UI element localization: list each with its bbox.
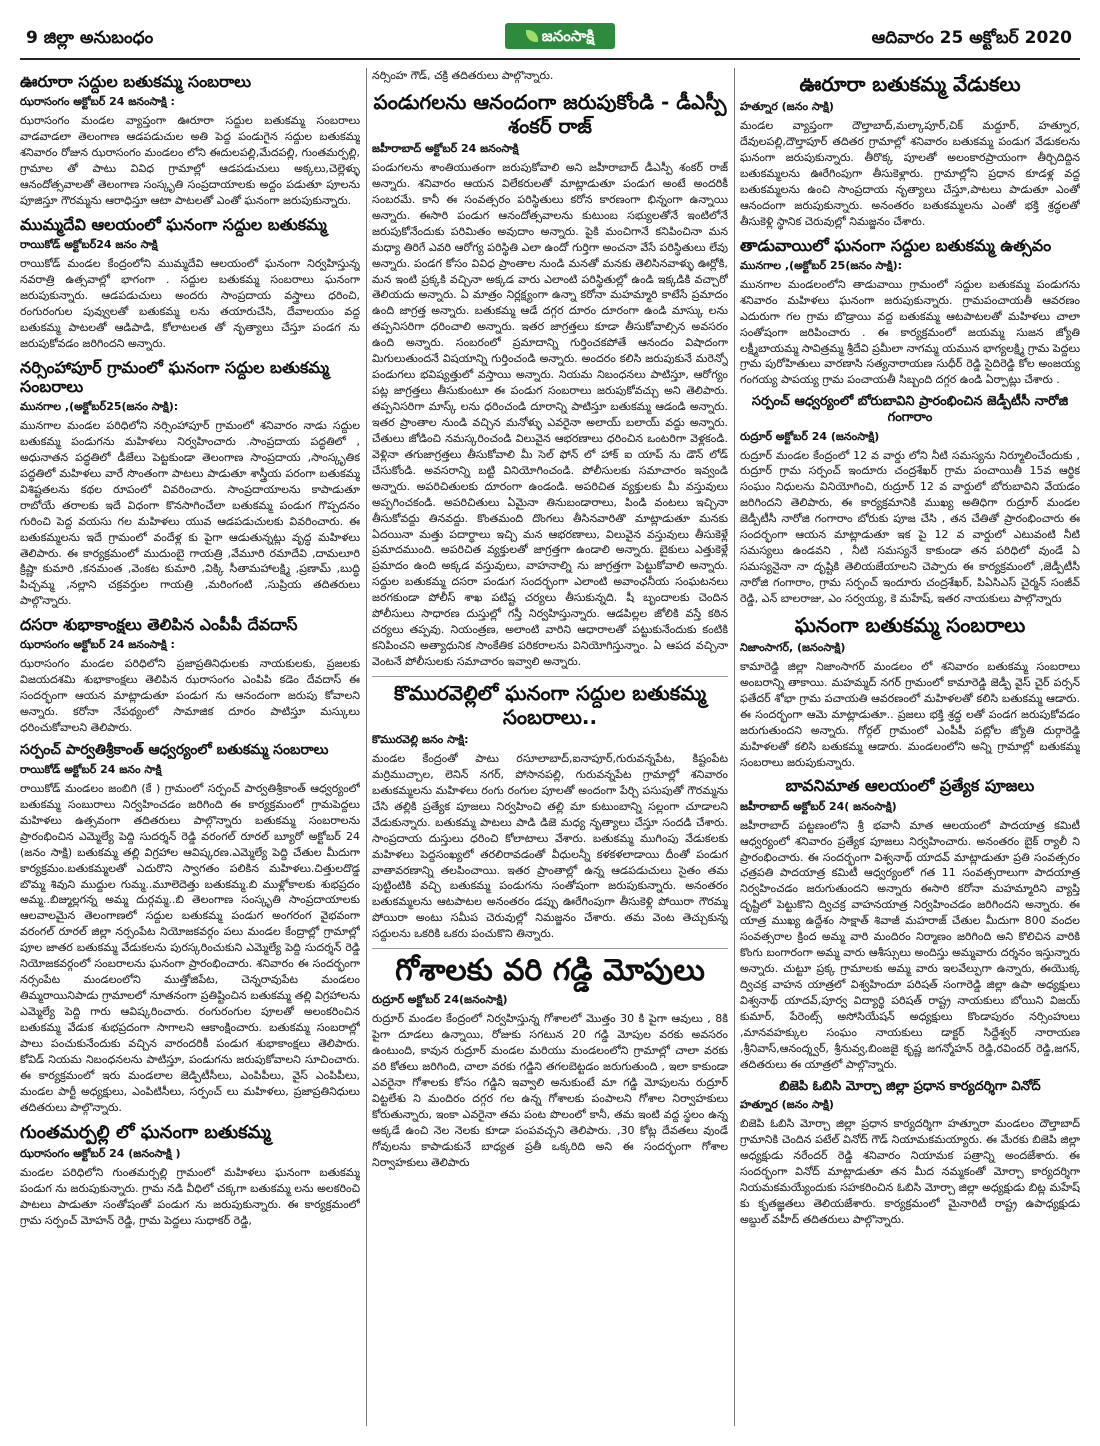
article-dateline: మునగాల ,(అక్టోబర్25(జనం సాక్షి):: [20, 400, 179, 413]
article-dateline: నిజాంసాగర్, (జనంసాక్షి): [740, 640, 846, 654]
article-body: జహీరాబాద్ పట్టణంలోని శ్రీ భవానీ మాత ఆలయంలో పాదయాత్ర కమిటీ ఆధ్వర్యంలో శనివారం ప్రత్యేక పూజలు నిర్వహించారు. అనంతరం బైక్ ర్యాలీ ని ప్రారంభించారు. ఈ సందర్భంగా విశ్వనాథ్ యాదవ్ మాట్లాడుతూ ప్రతి సంవత్సరం ఛత్రపతి పాదయాత్ర కమిటీ ఆధ్వర్యంలో గత 11 సంవత్సరాలుగా పాదయాత్ర నిర్వహించడం జరుగుతుందని అన్నారు ఈసారి కరోనా మహమ్మారిని వ్యాప్తి దృష్టిలో పెట్టుకొని ద్విచక్ర వాహనయాత్ర నిర్వహించడం జరిగిందని అన్నారు. ఈ యాత్ర ముఖ్య ఉద్దేశం సాక్షాత్ శివాజీ మహరాజ్ చేతుల మీదుగా 800 వందల సంవత్సరాల క్రింద అమ్మ వారి మందిరం నిర్మాణం జరిగింది అని కొలిచిన వారికి కొంగు బంగారంగా అమ్మ వారు ఆశీస్సులు అందిస్తు అమ్మవారు దర్శనం ఇస్తున్నారు అన్నారు. చుట్టూ ప్రక్క గ్రామాలకు అమ్మ వారు ఇలవేల్పుగా ఉన్నారు, ఈయొక్క ద్విచక్ర వాహన యాత్రలో విశ్వహిందూ పరిషత్ సంగారెడ్డి జిల్లా ఉపా అధ్యక్షులు విశ్వనాథ్ యాదవ్,పూర్వ విద్యార్థి పరిషత్ రాష్ట్ర నాయకులు బోయిని విజయ్ కుమార్, పేరెంట్స్ అసోసియేషన్ అధ్యక్షులు కొండాపురం నర్సింహులు ,మానవహక్కుల సంఘం నాయకులు డాక్టర్ సిద్దేశ్వర్ నారాయణ ,శ్రీనివాస్,ఆనంద్శ్వర్, శ్రీనువ్వ,బింజజై కృష్ణ జగన్మోహన్ రెడ్డి,రవిందర్ రెడ్డి,జగన్, తదితరులు ఈ యాత్రలో పాల్గొన్నారు.: [740, 818, 1080, 1071]
article-body: నర్సింహ గౌడ్, చక్రి తదితరులు పాల్గొన్నారు.: [372, 69, 554, 82]
article-headline: పండుగలను ఆనందంగా జరుపుకోండి - డీఎస్పీ శంకర్ రాజ్: [373, 89, 727, 138]
column-middle: [372, 68, 728, 1426]
article-body: మండల కేంద్రంతో పాటు రసూలాబాద్,ఐనాపూర్,గురువన్నపేట, కిష్టంపేట మర్రిముచ్చాల, లెనిన్ నగర్, పోసానపల్లి, గురువన్నపేట గ్రామాల్లో శనివారం బతుకమ్మలను మహిళలు రంగు రంగుల పూలతో అందంగా పేర్చి పసుపుతో గౌరమ్మను చేసి తల్లికి ప్రత్యేక పూజలు నిర్వహించి తల్లి మా కుటుంబాన్ని సల్లంగా చూడాలని వేడుకున్నారు. బతుకమ్మ పాటలు పాడి డిజె మధ్య నృత్యాలు చేస్తూ సందడి చేశారు. సాంప్రదాయ దుస్తులు ధరించి కోలాటాలు వేశారు. బతుకమ్మ ముగింపు వేడుకలకు మహిళలు పెద్దసంఖ్యలో తరలిరావడంతో వీధులన్నీ కళకళలాడాయి దీంతో పండుగ వాతావరణాన్ని తలపించాయి. ఇతర ప్రాంతాల్లో ఉన్న ఆడపడుచులు సైతం తమ పుట్టింటికి వచ్చి బతుకమ్మ పండుగను సంతోషంగా జరుపుకున్నారు. అనంతరం బతుకమ్మలను ఆటపాటల అనంతరం డప్పు ఊరేగింపుగా తీసుకెళ్లి పోయిరా గౌరమ్మ పోయిరా అంటు సమీప చెరువుల్లో నిమజ్జనం చేశారు. తమ వెంట తెచ్చుకున్న సద్దులను ఒకరికి ఒకరు పంచుకొని తిన్నారు.: [372, 751, 728, 941]
article-headline: సర్పంచ్ పార్వతిశ్రీకాంత్ ఆధ్వర్యంలో బతుకమ్మ సంబరాలు: [20, 742, 329, 759]
article-headline: గుంతమర్పల్లి లో ఘనంగా బతుకమ్మ: [20, 1121, 271, 1143]
article: [20, 742, 360, 1115]
page-header: [20, 20, 1080, 60]
article-headline: నర్సింహాపూర్ గ్రామంలో ఘనంగా సద్దుల బతుకమ్మ సంబరాలు: [20, 357, 330, 396]
article-headline: తాడువాయిలో ఘనంగా సద్దుల బతుకమ్మ ఉత్సవం: [740, 235, 1052, 255]
article-dateline: రాయికోడ్ అక్టోబర్ 24 జనం సాక్షి: [20, 762, 162, 776]
article-dateline: హత్నూర (జనం సాక్షి): [740, 1098, 834, 1112]
article-dateline: కొమురవెల్లి జనం సాక్షి:: [372, 732, 469, 746]
article: [740, 72, 1080, 230]
article: [740, 394, 1080, 607]
article-dateline: జహీరాబాద్ అక్టోబర్ 24( జనంసాక్షి): [740, 799, 897, 813]
article: [740, 776, 1080, 1072]
article-dateline: జహీరాబాద్ అక్టోబర్ 24 జనంసాక్షి: [372, 141, 519, 155]
masthead-logo: [505, 23, 615, 49]
divider: [372, 948, 728, 949]
article-headline: బిజెపి ఓబిసి మోర్చా జిల్లా ప్రధాన కార్యదర్శిగా వినోద్: [779, 1078, 1041, 1094]
newspaper-page: [20, 20, 1080, 1426]
article-dateline: హత్నూర (జనం సాక్షి): [740, 100, 834, 113]
article-headline: ఊరూరా బతుకమ్మ వేడుకలు: [799, 72, 1021, 96]
issue-date: ఆదివారం 25 అక్టోబర్ 2020: [871, 28, 1072, 48]
divider: [372, 676, 728, 677]
article-body: బిజెపి ఓబిసి మోర్చా జిల్లా ప్రధాన కార్యదర్శిగా హత్నూరా మండలం దౌల్తాబాద్ గ్రామానికి చెందిన పటేల్ వినోద్ గౌడ్ నియామకమయ్యారు. ఈ మేరకు బిజెపి జిల్లా అధ్యక్షుడు నరేందర్ రెడ్డి శనివారం నియామక పత్రాన్ని అందజేశారు. ఈ సందర్భంగా వినోద్ మాట్లాడుతూ తన మీద నమ్మకంతో మోర్చా కార్యదర్శిగా నియమకమయ్యేందుకు సహకరించిన ఓబిసి మోర్చా జిల్లా అధ్యక్షుడు బిట్ల మహేష్ కు కృతజ్ఞతలు తెలియజేశారు. కార్యక్రమంలో మైనారిటీ రాష్ట్ర ఉపాధ్యక్షుడు అబ్దుల్ వహీద్ తదితరులు పాల్గొన్నారు.: [740, 1117, 1080, 1226]
article: [740, 236, 1080, 389]
column-left: [20, 68, 360, 1426]
article-dateline: మునగాల ,(అక్టోబర్ 25(జనం సాక్షి):: [740, 258, 903, 272]
column-divider: [734, 68, 735, 1426]
article-headline: దసరా శుభాకాంక్షలు తెలిపిన ఎంపీపీ దేవదాస్: [20, 615, 298, 635]
article-body: మండల వ్యాప్తంగా దౌల్తాబాద్,మల్కాపూర్,చిక్ మద్దూర్, హత్నూర, దేవులపల్లి,దౌల్తాపూర్ తదితర గ్రామాల్లో శనివారం బతుకమ్మ పండుగ వేడుకలను ఘనంగా జరుపుకున్నారు. తీరొక్క పూలతో అలంకారప్రాయంగా తీర్చిదిద్దిన బతుకమ్మలను ఊరేగింపుగా తీసుకెళ్లారు. గ్రామాల్లోని ప్రధాన కూడళ్ల వద్ద బతుకమ్మలను ఉంచి సాంప్రదాయ నృత్యాలు చేస్తూ,పాటలు పాడుతూ ఎంతో ఆనందంగా జరుపుకున్నారు. అనంతరం బతుకమ్మలను ఎంతో భక్తి శ్రద్ధలతో తీసుకెళ్లి స్థానిక చెరువుల్లో నిమజ్జనం చేశారు.: [740, 119, 1080, 228]
article-headline: ఊరూరా సద్దుల బతుకమ్మ సంబరాలు: [20, 72, 252, 91]
article: [20, 615, 360, 736]
article: [740, 613, 1080, 771]
article-headline: ముమ్మదేవి ఆలయంలో ఘనంగా సద్దుల బతుకమ్మ: [20, 214, 327, 234]
article-headline: గోశాలకు వరి గడ్డి మోపులు: [395, 953, 705, 989]
article-body: మునగాల మండలంలోని తాడువాయి గ్రామంలో సద్దుల బతుకమ్మ పండుగను శనివారం మహిళలు ఘనంగా జరుపుకున్నారు. గ్రామపంచాయతీ ఆవరణం ఎదురుగా గల గ్రామ బొడ్రాయి వద్ద బతుకమ్మ ఆటపాటలతో మహిళలు చాలా సంతోషంగా జరిపించారు . ఈ కార్యక్రమంలో జయమ్మ సుజన జ్యోతి లక్ష్మీబాయమ్మ సావిత్రమ్మ శ్రీదేవి ప్రమీలా నాగమ్మ యమున భాగ్యలక్ష్మి గ్రామ పెద్దలు గ్రామ పురోహితులు వారణాసి సత్యనారాయణ సుధీర్ రెడ్డి సైదిరెడ్డి కోల అంజయ్య గంగయ్య పాపయ్య గ్రామ పంచాయతీ సిబ్బంది దగ్గర ఉండి ఏర్పాట్లు చేశారు .: [740, 277, 1080, 387]
article-body: పండుగలను శాంతియుతంగా జరుపుకోవాలి అని జహీరాబాద్ డీఎస్పీ శంకర్ రాజ్ అన్నారు. శనివారం ఆయన విలేకరులతో మాట్లాడుతూ పండుగ అంటే అందరికీ సంబరమే. కానీ ఈ సంవత్సరం పరిస్థితులు కరోన కారణంగా భిన్నంగా ఉన్నాయి అన్నారు. ఈసారి పండుగ ఆనందోత్సవాలను కుటుంబ సభ్యులతోనే ఇంటిలోనే జరుపుకోనేందుకు పరిమితం అవుదాం అన్నారు. పైకి మంచిగానే కనిపించినా మన మధ్యా తిరిగే ఎవరి ఆరోగ్య పరిస్థితి ఎలా ఉందో గుర్తిగా అంచనా వేసే పరిస్థితులు లేవు అన్నారు. పండగ కోసం వివిధ ప్రాంతాల నుండి మనతో మనకు తెలిసినవాళ్ళు ఊర్లోకి, మన ఇంటి ప్రక్కకి వచ్చినా అక్కడ వారు ఎలాంటి పరిస్థితుల్లో ఉండి ఇక్కడికి వచ్చారో తెలియదు అన్నారు. ఏ మాత్రం నిర్లక్ష్యంగా ఉన్నా కరోనా మహమ్మారి కాటేసే ప్రమాదం ఉంది జాగ్రత్త అన్నారు. బతుకమ్మ ఆడే దగ్గర దూరం దూరంగా ఉండి మాస్కు లను తప్పనిసరిగా ధరించాలి అన్నారు. ఇతర జాగ్రత్తలు కూడా తీసుకోవాల్సిన అవసరం ఉంది అన్నారు. సంబరంలో ప్రమాదాన్ని గుర్తించకపోతే ఆనందం విషాదంగా మిగులుతుందనే విషయాన్ని గుర్తించండి అన్నారు. అందరం కలిసి జరుపుకునే మరెన్నో పండుగలు భవిష్యత్తులో వస్తాయి అన్నారు. నియమ నిబంధనలు పాటిస్తూ, ఆరోగ్యం పట్ల జాగ్రత్తలు తీసుకుంటూ ఈ పండుగ సంబరాలు జరుపుకోవచ్చు అని తెలిపారు. తప్పనిసరిగా మాస్క్ లను ధరించండి దూరాన్ని పాటిస్తూ బతుకమ్మ ఆడండి అన్నారు. ఇతర ప్రాంతాల నుండి వచ్చిన మనోళ్ళు ఎవరైనా అలాయ్ బలాయ్ వద్దు అన్నారు. చేతులు జోడించి నమస్కరించండి విలువైన ఆభరణాలు ధరించిన ఒంటరిగా వెళ్లకండి. వెళ్లినా తగుజాగ్రత్తలు తీసుకోవాలి మీ సెల్ ఫోన్ లో హాక్ ఐ యాప్ ను డౌన్ లోడ్ చేసుకోండి. అవసరాన్ని బట్టి వినియోగించండి. పోలీసులకు సమాచారం ఇవ్వండి అన్నారు. అపరిచితులకు దూరంగా ఉండండి. అపరిచిత వ్యక్తులకు మీ వస్తువులు అప్పగించకండి. అపరిచితులు ఏమైనా తినుబండారాలు, పిండి వంటలు ఇచ్చినా తీసుకోవద్దు తినవద్దు. కొంతమంది దొంగలు తీసినవారితొ మాట్లాడుతూ మనకు ఏదయినా మత్తు పదార్థాలు ఇచ్చి మన ఆభరణాలు, విలువైన వస్తువులు తీసుకెళ్లే ప్రమాదముంది. అపరిచిత వ్యక్తులతో జాగ్రత్తగా ఉండాలి అన్నారు. బైకులు ఎత్తుకెళ్లే ప్రమాదం ఉంది అక్కడ వస్తువులు, వాహనాల్ని ను జాగ్రత్తగా పెట్టుకోవాలి అన్నారు. సద్దుల బతుకమ్మ దసరా పండుగ సందర్భంగా ఎలాంటి అవాంఛనీయ సంఘటనలు జరగకుండా పోలీస్ శాఖ పటిష్ట చర్యలు తీసుకున్నది. షీ బృందాలకు చెందిన పోలీసులు సాధారణ దుస్తుల్లో గస్తీ నిర్వహిస్తున్నారు. ఆడపిల్లల జోలికి వస్తే కఠిన చర్యలు తప్పవు. నియంత్రణ, అలాంటి వారిని ఆధారాలతో పట్టుకునేందుకు కంటికి కనిపించని అత్యాధునిక సాంకేతిక పరికరాలను వినియోగిస్తున్నాం. ఏ ఆపద వచ్చినా వెంటనే పోలీసులకు సమాచారం ఇవ్వాలి అన్నారు.: [372, 160, 728, 668]
article-dateline: ఝరాసంగం అక్టోబర్ 24 జనంసాక్షి :: [20, 95, 175, 109]
article-dateline: రాయికోడ్ అక్టోబర్24 జనం సాక్షి: [20, 238, 158, 251]
article-headline: కొమురవెల్లిలో ఘనంగా సద్దుల బతుకమ్మ సంబరాలు..: [393, 680, 707, 729]
article: [20, 72, 360, 209]
article: [372, 681, 728, 942]
article-dateline: రుద్రూర్ అక్టోబర్ 24 (జనంసాక్షి): [740, 429, 880, 443]
article-body: ఝరాసంగం మండల వ్యాప్తంగా ఊరూరా సద్దుల బతుకమ్మ సంబరాలు వాడవాడలా తెలంగాణ ఆడపడుచుల అతి పెద్ద పండుగైన సద్దుల బతుకమ్మ శనివారం రోజున ఝరాసంగం మండలం లోని ఈదులపల్లి,మేదపల్లి, గుంతమర్పల్లి, గ్రామాల తో పాటు వివిధ గ్రామాల్లో ఆడపడుచులు అక్కలు,చెల్లెళ్ళు ఆనందోత్సవాలతో తెలంగాణ సంస్కృతి సంప్రదాయాలకు అద్దం పడుతూ పూలను పూజిస్తూ గౌరమ్మను ఆరాధిస్తూ ఆటా పాటలతో ఎంతో ఘనంగా జరుపుకున్నారు.: [20, 114, 360, 207]
article-dateline: ఝరాసంగం అక్టోబర్ 24 జనంసాక్షి :: [20, 638, 175, 652]
masthead-title: జనంసాక్షి: [541, 27, 595, 45]
article-body: రాయికోడ్ మండలం జంబిగి (కే ) గ్రామంలో సర్పంచ్ పార్వతిశ్రీకాంత్ ఆధ్వర్యంలో బతుకమ్మ సంబురాలు నిర్వహించడం జరిగింది ఈ కార్యక్రమంలో గ్రామపెద్దలు మహిళలు ఉత్సవంగా తదితరులు పాల్గొన్నారు బతుకమ్మ సంబరాలను ప్రారంభించిన ఎమ్మెల్యే పెద్ది సుదర్శన్ రెడ్డి వరంగల్ రూరల్ బ్యూరో అక్టోబర్ 24 (జనం సాక్షి) బతుకమ్మ తల్లి విగ్రహాల ఆవిష్కరణ.ఎమ్మెల్యే పెద్ది చేతుల మీదుగా కార్యక్రమం.బతుకమ్మలతో ఎదురొని స్వాగతం పలికిన మహిళలు.చిత్తులదొడ్డ బొమ్మ శివుని ముద్దుల గుమ్మ..మూలెదెత్తు బతుకమ్మ.బి ముళ్లోకాలకు శుభప్రదం అమ్మ..బిజ్ముల్లగన్న అమ్మ దుర్గమ్మ..బి తెలంగాణ సంస్కృతి సాంప్రదాయాలకు ఆలవాలమైన తెలంగాణలో సద్దుల బతుకమ్మ పండుగ అంగరంగ వైభవంగా వరంగల్ రూరల్ జిల్లా నర్సంపేట నియోజకవర్గం పలు మండల కేంద్రాల్లో గ్రామాల్లో పూల జాతర బతుకమ్మ వేడుకలను పురస్కరించుకుని ఎమ్మెల్యే పెద్ది సుదర్శన్ రెడ్డి నియోజకవర్గంలో సంబరాలను ఘనంగా ప్రారంభించారు. శనివారం ఈ సందర్భంగా నర్సంపేట మండలంలోని ముత్తోజిపేట, చెన్నరావుపేట మండలం తిమ్మరాయినిపాడు గ్రామాలలో నూతనంగా ప్రతిష్టించిన బతుకమ్మ తల్లి విగ్రహాలను ఎమ్మెల్యే పెద్ది గారు ఆవిష్కరించారు. రంగురంగుల పూలతో అలంకరించిన బతుకమ్మ వేడుక శుభప్రదంగా సాగాలని ఆకాంక్షించారు. బతుకమ్మ సంబరాల్లో పాలు పంచుకునేందుకు వచ్చిన వారందరికీ పండుగ శుభాకాంక్షలు తెలిపారు. కోవిడ్ నియమ నిబంధనలను పాటిస్తూ, పండుగను జరుపుకోవాలని సూచించారు. ఈ కార్యక్రమంలో ఇరు మండలాల జెడ్పిటీసీలు, ఎంపిపీలు, వైస్ ఎంపిపీలు, మండల పార్టీ అధ్యక్షులు, ఎంపిటిసీలు, సర్పంచ్ లు మహిళలు, ప్రజాప్రతినిధులు తదితరులు పాల్గొన్నారు.: [20, 781, 360, 1114]
article-dateline: ఝరాసంగం అక్టోబర్ 24 (జనంసాక్షి ): [20, 1147, 181, 1161]
article: [372, 68, 728, 84]
article-headline: సర్పంచ్ ఆధ్వర్యంలో బోరుబావిని ప్రారంభించిన జెడ్పీటీసీ నారోజి గంగారాం: [751, 394, 1069, 425]
article-dateline: రుద్రూర్ అక్టోబర్ 24(జనంసాక్షి): [372, 993, 508, 1007]
article-body: మునగాల మండల పరిధిలోని నర్సింహాపూర్ గ్రామంలో శనివారం నాడు సద్దుల బతుకమ్మ పండుగను మహిళలు నిర్వహించారు .సాంప్రదాయ పద్ధతిలో , అధునాతన పద్ధతిలో డీజేలు పెట్టకుండా తెలంగాణ సాంప్రదాయ ,సాంస్కృతిక పద్ధతిలో మహిళలు వారే సొంతంగా పాటలు పాడుతూ శాస్త్రీయ పరంగా బతుకమ్మ విశిష్టతలను కథల రూపంలో వివరించారు. సాంప్రదాయాలను కాపాడుతూ రాబోయే తరాలకు ఇదే విధంగా కొనసాగించేలా బతుకమ్మ పండుగ గొప్పదనం గురించి పెద్ద వయసు గల మహిళలు యువ ఆడపడుచులకు వివరించారు. ఈ బతుకమ్మలను ఇదే గ్రామంలో వందేళ్ల కు పైగా ఆడుతున్నట్లు వృద్ధ మహిళలు తెలిపారు. ఈ కార్యక్రమంలో ముదుంబై గాయత్రి ,వేమూరి రమాదేవి ,దామలూరి క్రిష్ణా కుమారి ,కనమంత ,వెంకట కుమారి ,విక్కి సీతామహాలక్ష్మి ,ప్రణామ్ ,బుద్ధి పిచ్చమ్మ ,నల్లాని చక్రవర్తుల గాయత్రి ,మరింగంటి ,సుప్రియ తదితరులు పాల్గొన్నారు.: [20, 419, 360, 608]
article: [372, 953, 728, 1170]
page-label: 9 జిల్లా అనుబంధం: [26, 28, 154, 48]
article-body: రాయికోడ్ మండల కేంద్రంలోని ముమ్మదేవి ఆలయంలో ఘనంగా నిర్వహిస్తున్న నవరాత్రి ఉత్సవాల్లో భాగంగా . సద్దుల బతుకమ్మ సంబరాలు ఘనంగా జరుపుకున్నారు. ఆడపడుచులు అందరు సాంప్రదాయ వస్త్రాలు ధరించి, రంగురంగుల పువ్వులతో బతుకమ్మ లను తయారుచేసి, దేవాలయం వద్ద బతుకమ్మ పాటలతో ఆడిపాడి, కోలాటలత తో నృత్యాలు చేస్తూ పండగ ను జరుపుకోవడం జరిగిందని అన్నారు.: [20, 257, 360, 350]
article: [20, 358, 360, 610]
column-divider: [366, 68, 367, 1426]
article-headline: ఘనంగా బతుకమ్మ సంబరాలు: [794, 612, 1026, 637]
article-body: మండల పరిధిలోని గుంతమర్పల్లి గ్రామంలో మహిళలు ఘనంగా బతుకమ్మ పండుగ ను జరుపుకున్నారు. గ్రామ నడి వీధిలో చక్కగా బతుకమ్మ లను అలకరించి పాటలు పాడుతూ సంతోషంతో పండుగ ను జరుపుకున్నారు. ఈ కార్యక్రమంలో గ్రామ సర్పంచ్ మోహన్ రెడ్డి, గ్రామ పెద్దలు సుధాకర్ రెడ్డి,: [20, 1166, 360, 1228]
column-right: [740, 68, 1080, 1426]
leaf-icon: [526, 30, 538, 42]
article: [740, 1079, 1080, 1228]
article: [20, 215, 360, 352]
article: [20, 1122, 360, 1229]
article-body: రుద్రూర్ మండల కేంద్రంలో నిర్వహిస్తున్న గోశాలలో మొత్తం 30 కి పైగా ఆవులు , 8కి పైగా దూడలు ఉన్నాయి, రోజుకు సగటున 20 గడ్డి మోపుల వరకు అవసరం ఉంటుంది, కావున రుద్రూర్ మండల మరియు మండలంలోని గ్రామాల్లో చాలా వరకు వరి కోతలు జరిగింది, చాలా వరకు గడ్డిని తగలబెట్టడం జరుగుతుంది , ఇలా కాకుండా ఎవరైనా గోశాలకు కోసం గడ్డిని ఇవ్వాలి అనుకుంటే మా గడ్డి మోపులను రుద్రూర్ విట్టలేశు ని మందిరం దగ్గర గల ఉన్న గోశాలకు పంపాలని గోశాల నిర్వాహకులు కోరుతున్నారు, ఇంకా ఎవరైనా తమ పంట పొలంలో కానీ, తమ ఇంటి వద్ద స్థలం ఉన్న అక్కడే ఉంచి నెల నెలకు కూడా పంపవచ్చని తెలిపారు. ,30 కోట్ల దేవతలు వుండే గోవులను కాపాడుకునే బాధ్యత ప్రతీ ఒక్కరిది అని ఈ సందర్భంగా గోశాల నిర్వాహకులు తెలిపారు: [372, 1012, 728, 1169]
article-body: కామారెడ్డి జిల్లా నిజాంసాగర్ మండలం లో శనివారం బతుకమ్మ సంబరాలు అంబరాన్ని తాకాయి. మహమ్మద్ నగర్ గ్రామంలో కామారెడ్డి జెడ్పీ వైస్ చైర్ పర్సన్ ఫతేదర్ శోభా గ్రామ పచాయతి ఆవరణంలో మహిళలతో కలిసి బతుకమ్మ ఆడారు. ఈ సందర్భంగా ఆమె మాట్లాడుతూ.. ప్రజలు భక్తి శ్రద్ధ లతో పండగ జరుపుకోవడం జరుగుతుందని అన్నారు. గోర్గల్ గ్రామంలో ఎంపీపీ పట్లోల జ్యోతి దుర్గారెడ్డి మహిళలతో కలిసి బతుకమ్మ ఆడారు. మండలంలోని అన్ని గ్రామాల్లో బతుకమ్మ సంబరాలు జరుపుకున్నారు.: [740, 659, 1080, 769]
article: [372, 90, 728, 670]
article-headline: బావనిమాత ఆలయంలో ప్రత్యేక పూజలు: [785, 776, 1035, 796]
article-body: రుద్రూర్ మండల కేంద్రంలో 12 వ వార్డు లోని నీటి సమస్యను నిర్మూలించేందుకు , రుద్రూర్ గ్రామ సర్పంచ్ ఇందూరు చంద్రశేఖర్ గ్రామ పంచాయితీ 15వ ఆర్థిక సంఘం నిధులను వినియోగించి, రుద్రూర్ 12 వ వార్డులో బోరుబావిని వేయడం జరిగిందని తెలిపారు, ఈ కార్యక్రమానికి ముఖ్య అతిధిగా రుద్రూర్ మండల జెడ్పీటీసీ నారోజి గంగారాం బోరుకు పూజ చేసి , తన చేతితో ప్రారంభించారు ఈ సందర్భంగా ఆయన మాట్లాడుతూ ఇక పై 12 వ వార్డులో ఎటువంటి నీటి సమస్యలు ఉండవని , నీటి సమస్యనే కాకుండా తన పరిధిలో వుండే ఏ సమస్యనైనా నా దృష్టికి తెలియజేయాలని చెప్పారు ఈ కార్యక్రమంలో ,జెడ్పీటీసీ నారోజి గంగారాం, గ్రామ సర్పంచ్ ఇందూరు చంద్రశేఖర్, పిఏసిఎస్ చైర్మన్ సంజీవ్ రెడ్డి, ఎన్ బాలరాజు, ఎం సర్వయ్య, కె మహేష్, ఇతర నాయకులు పాల్గొన్నారు: [740, 448, 1080, 605]
article-body: ఝరాసంగం మండల పరిధిలోని ప్రజాప్రతినిధులకు నాయకులకు, ప్రజలకు విజయదశమి శుభాకాంక్షలు తెలిపిన ఝరాసంగం ఎంపిపి కడెం దేవదాస్ ఈ సందర్భంగా ఆయన మాట్లాడుతూ పండుగ ను ఆనందంగా జరుపు కోవాలని అన్నారు. కరోనా నేపథ్యంలో సామాజిక దూరం పాటిస్తూ మస్కులు ధరించుకోవాలని తెలిపారు.: [20, 657, 360, 735]
